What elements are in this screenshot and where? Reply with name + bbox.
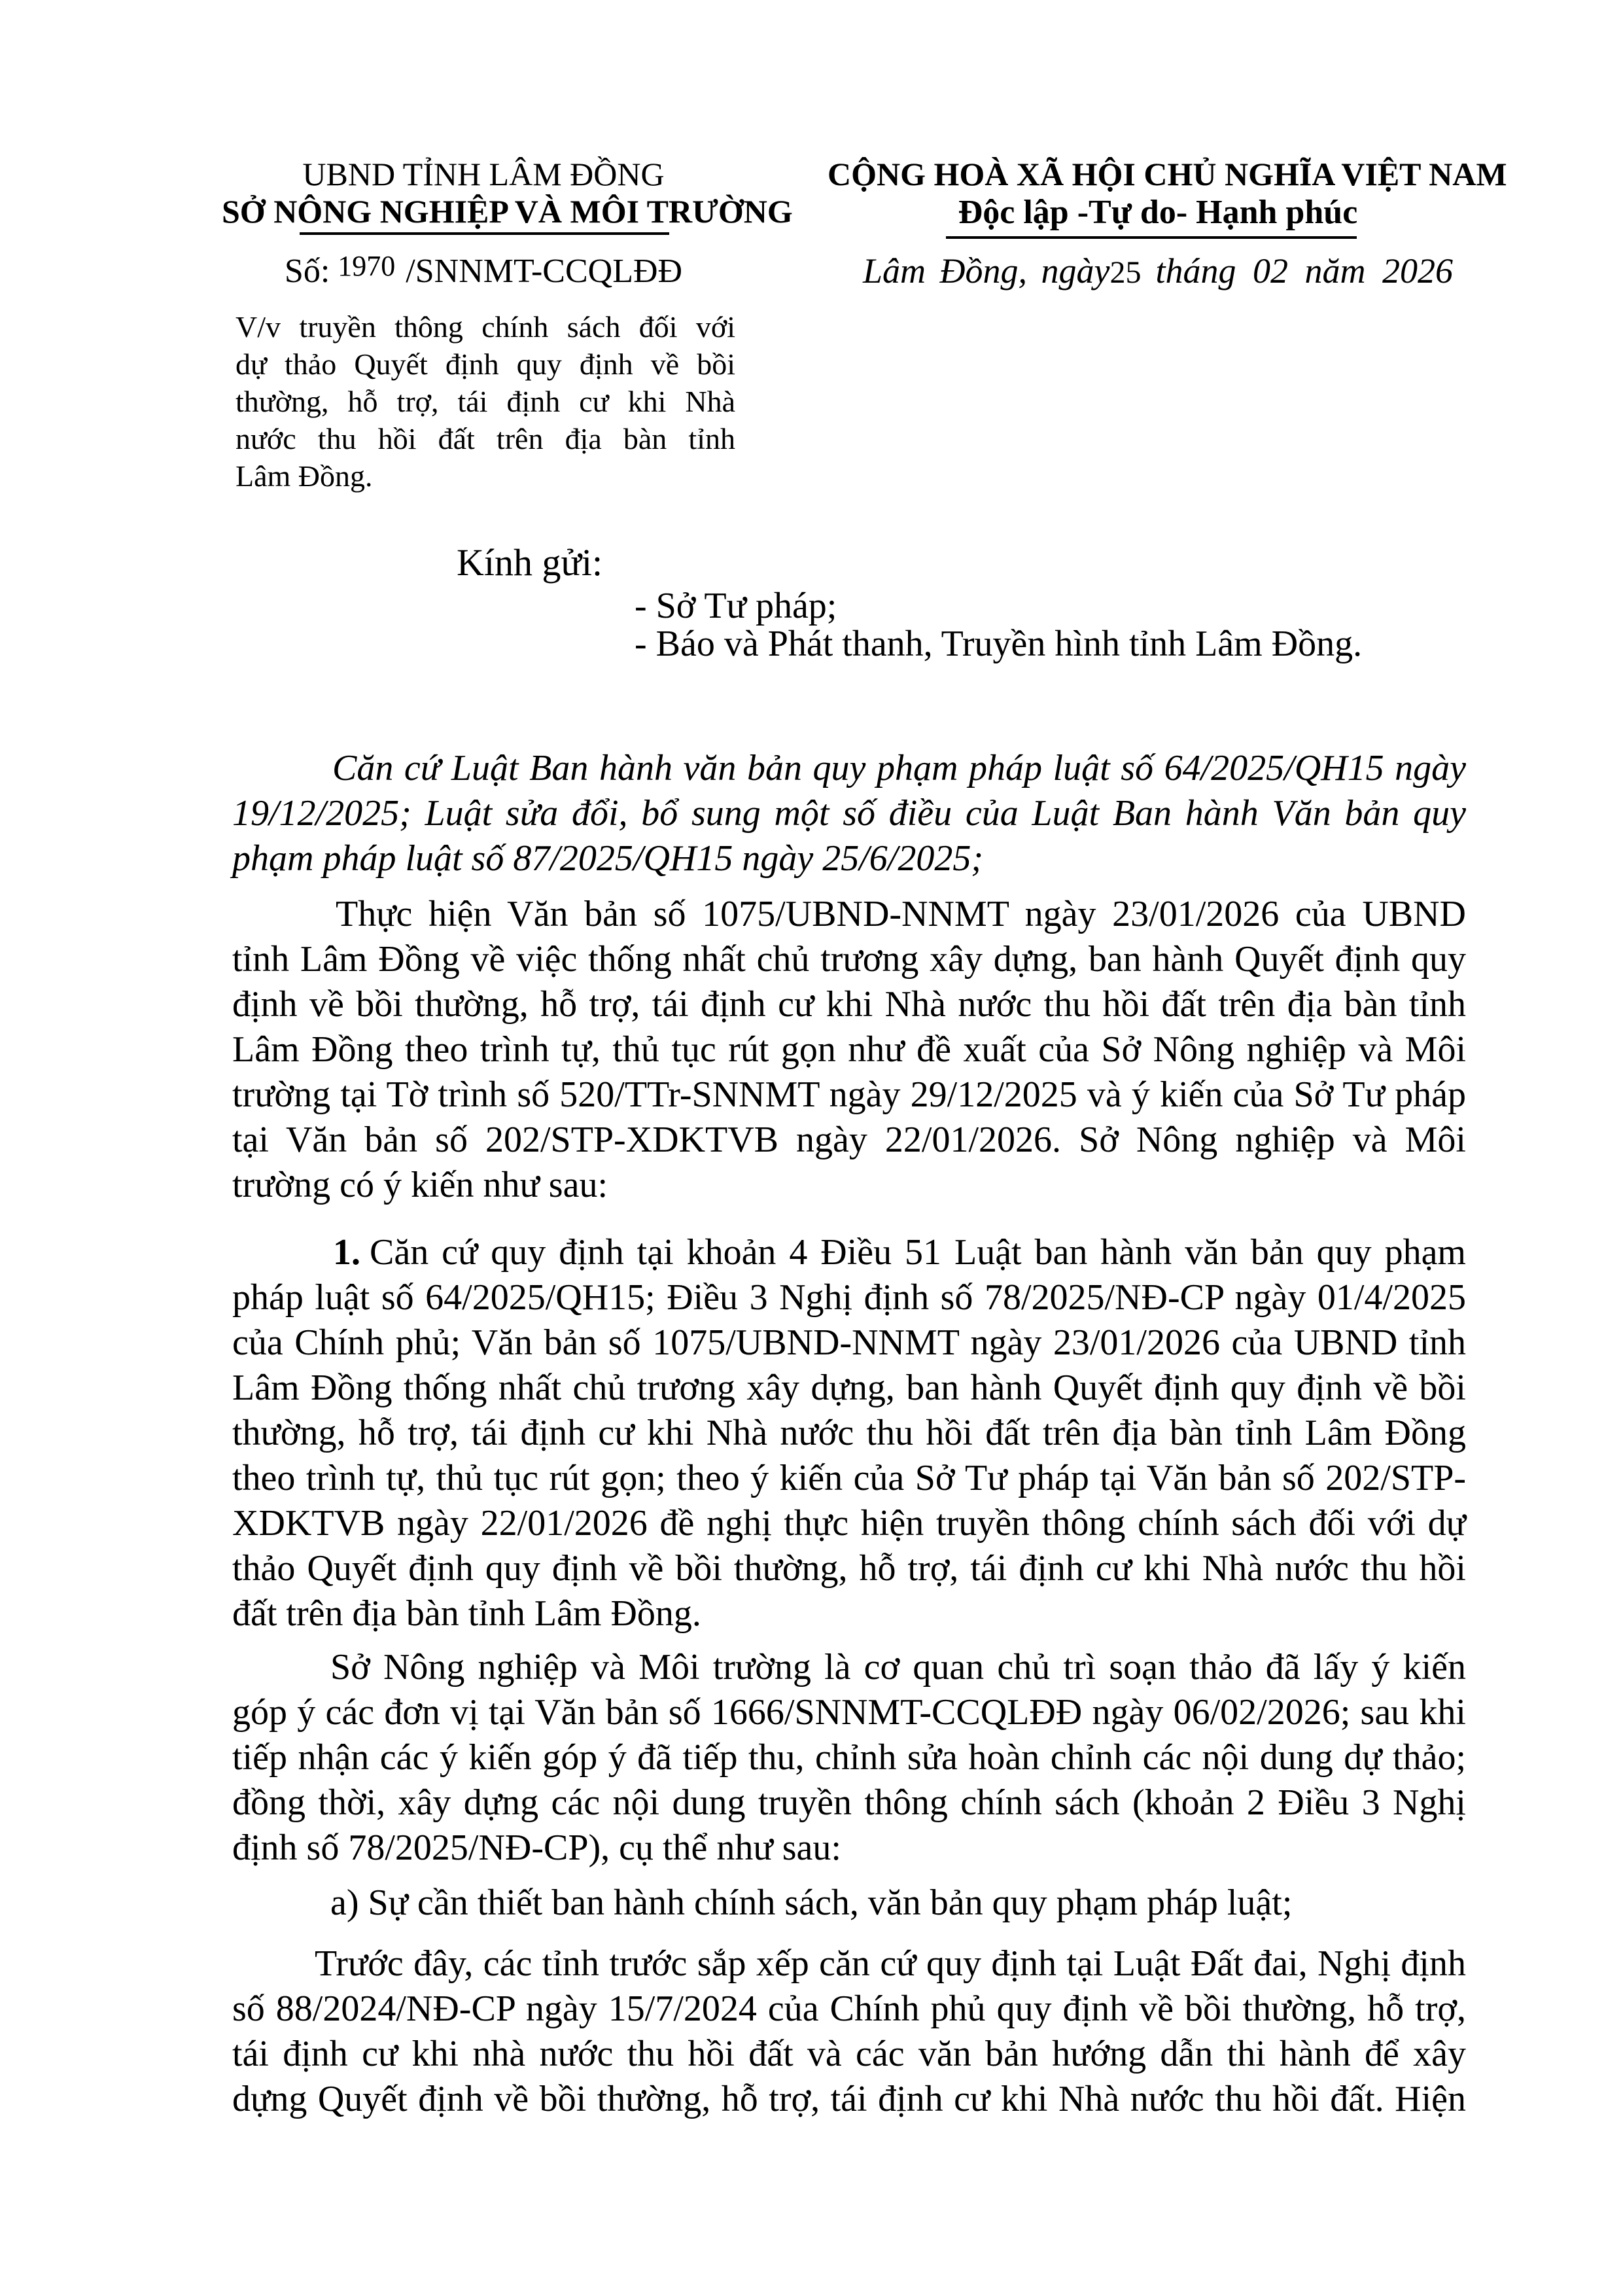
paragraph-line: định số 78/2025/NĐ-CP), cụ thể như sau: (232, 1828, 841, 1868)
paragraph-line: trường tại Tờ trình số 520/TTr-SNNMT ngày 29/12/2025 và ý kiến của Sở Tư pháp (232, 1074, 1466, 1115)
paragraph-line (232, 1230, 1466, 1275)
paragraph-line: tiếp nhận các ý kiến góp ý đã tiếp thu, chỉnh sửa hoàn chỉnh các nội dung dự thảo; (232, 1737, 1466, 1778)
implementation-paragraph (232, 892, 1466, 1208)
paragraph-line: Thực hiện Văn bản số 1075/UBND-NNMT ngày 23/01/2026 của UBND (336, 894, 1466, 934)
paragraph-line: Lâm Đồng thống nhất chủ trương xây dựng, ban hành Quyết định quy định về bồi (232, 1368, 1466, 1408)
subject-block (236, 308, 735, 495)
paragraph-line: a) Sự cần thiết ban hành chính sách, văn bản quy phạm pháp luật; (330, 1882, 1293, 1923)
subject-line: Lâm Đồng. (236, 459, 373, 493)
subject-line: nước thu hồi đất trên địa bàn tỉnh (236, 422, 735, 455)
numbered-item-1 (232, 1230, 1466, 1636)
legal-basis-paragraph (232, 746, 1466, 881)
recipient-item: - Báo và Phát thanh, Truyền hình tỉnh Lâm Đồng. (635, 624, 1363, 664)
recipient-list (635, 587, 1362, 663)
header-divider-right (946, 236, 1357, 239)
document-number (222, 250, 745, 290)
document-number-prefix: Số: (284, 253, 330, 290)
paragraph-line: số 88/2024/NĐ-CP ngày 15/7/2024 của Chính phủ quy định về bồi thường, hỗ trợ, (232, 1988, 1466, 2029)
paragraph-line: 19/12/2025; Luật sửa đổi, bổ sung một số điều của Luật Ban hành Văn bản quy (232, 793, 1466, 834)
paragraph-line: Lâm Đồng theo trình tự, thủ tục rút gọn như đề xuất của Sở Nông nghiệp và Môi (232, 1029, 1466, 1070)
paragraph-line: thảo Quyết định quy định về bồi thường, hỗ trợ, tái định cư khi Nhà nước thu hồi (232, 1548, 1466, 1589)
paragraph-line: phạm pháp luật số 87/2025/QH15 ngày 25/6/2025; (232, 838, 983, 879)
issue-date-prefix: Lâm Đồng, ngày (863, 251, 1110, 291)
paragraph-line: đồng thời, xây dựng các nội dung truyền thông chính sách (khoản 2 Điều 3 Nghị (232, 1782, 1466, 1823)
issuing-department: SỞ NÔNG NGHIỆP VÀ MÔI TRƯỜNG (222, 193, 793, 230)
issuing-authority: UBND TỈNH LÂM ĐỒNG (302, 156, 665, 192)
document-number-suffix: /SNNMT-CCQLĐĐ (406, 253, 683, 290)
greeting-label: Kính gửi: (457, 541, 603, 584)
drafting-paragraph (232, 1645, 1466, 1871)
issue-date (828, 253, 1488, 291)
national-motto: Độc lập -Tự do- Hạnh phúc (958, 194, 1358, 231)
sub-item-a (232, 1881, 1466, 1926)
background-paragraph (232, 1941, 1466, 2122)
paragraph-line: định về bồi thường, hỗ trợ, tái định cư khi Nhà nước thu hồi đất trên địa bàn tỉnh (232, 984, 1466, 1025)
national-title: CỘNG HOÀ XÃ HỘI CHỦ NGHĨA VIỆT NAM (828, 156, 1507, 192)
paragraph-line: đất trên địa bàn tỉnh Lâm Đồng. (232, 1593, 701, 1634)
paragraph-line: theo trình tự, thủ tục rút gọn; theo ý kiến của Sở Tư pháp tại Văn bản số 202/STP- (232, 1458, 1466, 1498)
paragraph-line: thường, hỗ trợ, tái định cư khi Nhà nước thu hồi đất trên địa bàn tỉnh Lâm Đồng (232, 1413, 1466, 1453)
recipient-item: - Sở Tư pháp; (635, 586, 837, 626)
paragraph-line-text: Căn cứ quy định tại khoản 4 Điều 51 Luật ban hành văn bản quy phạm (370, 1232, 1466, 1273)
issue-date-suffix: tháng 02 năm 2026 (1155, 251, 1453, 291)
header-divider-left (300, 232, 669, 235)
issue-date-day: 25 (1109, 255, 1142, 290)
document-number-value: 1970 (338, 250, 396, 282)
paragraph-line: dựng Quyết định về bồi thường, hỗ trợ, tái định cư khi Nhà nước thu hồi đất. Hiện (232, 2079, 1466, 2119)
paragraph-line: Căn cứ Luật Ban hành văn bản quy phạm pháp luật số 64/2025/QH15 ngày (332, 748, 1466, 788)
paragraph-line: Trước đây, các tỉnh trước sắp xếp căn cứ quy định tại Luật Đất đai, Nghị định (315, 1943, 1466, 1984)
paragraph-line: XDKTVB ngày 22/01/2026 đề nghị thực hiện truyền thông chính sách đối với dự (232, 1503, 1466, 1544)
subject-line: thường, hỗ trợ, tái định cư khi Nhà (236, 385, 735, 418)
paragraph-line: trường có ý kiến như sau: (232, 1165, 608, 1205)
paragraph-line: pháp luật số 64/2025/QH15; Điều 3 Nghị định số 78/2025/NĐ-CP ngày 01/4/2025 (232, 1277, 1466, 1318)
paragraph-line: Sở Nông nghiệp và Môi trường là cơ quan chủ trì soạn thảo đã lấy ý kiến (330, 1647, 1466, 1687)
item-number: 1. (333, 1232, 360, 1273)
paragraph-line: tỉnh Lâm Đồng về việc thống nhất chủ trương xây dựng, ban hành Quyết định quy (232, 939, 1466, 980)
paragraph-line: tái định cư khi nhà nước thu hồi đất và các văn bản hướng dẫn thi hành để xây (232, 2034, 1466, 2074)
subject-line: V/v truyền thông chính sách đối với (236, 310, 735, 344)
subject-line: dự thảo Quyết định quy định về bồi (236, 347, 735, 381)
paragraph-line: tại Văn bản số 202/STP-XDKTVB ngày 22/01/2026. Sở Nông nghiệp và Môi (232, 1120, 1466, 1160)
paragraph-line: góp ý các đơn vị tại Văn bản số 1666/SNNMT-CCQLĐĐ ngày 06/02/2026; sau khi (232, 1692, 1466, 1733)
paragraph-line: của Chính phủ; Văn bản số 1075/UBND-NNMT ngày 23/01/2026 của UBND tỉnh (232, 1322, 1466, 1363)
